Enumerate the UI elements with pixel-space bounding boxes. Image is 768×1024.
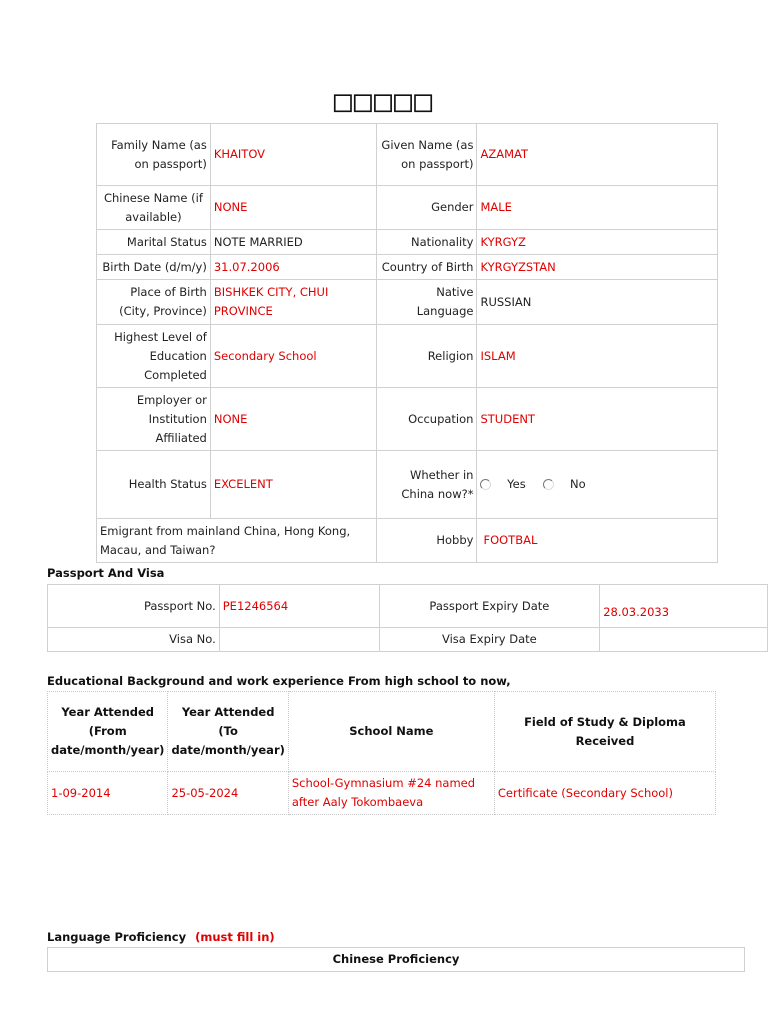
country-birth-field[interactable]: KYRGYZSTAN xyxy=(477,255,718,280)
header-school-name: School Name xyxy=(288,692,494,772)
header-field-of-study: Field of Study & Diploma Received xyxy=(494,692,715,772)
family-name-field[interactable]: KHAITOV xyxy=(210,124,376,186)
occupation-label: Occupation xyxy=(376,388,477,451)
in-china-options xyxy=(477,451,718,519)
gender-field[interactable]: MALE xyxy=(477,186,718,230)
place-birth-label: Place of Birth (City, Province) xyxy=(97,280,211,325)
birth-date-field[interactable]: 31.07.2006 xyxy=(210,255,376,280)
from-date-cell[interactable]: 1-09-2014 xyxy=(48,772,168,815)
gender-label: Gender xyxy=(376,186,477,230)
place-birth-field[interactable]: BISHKEK CITY, CHUI PROVINCE xyxy=(210,280,376,325)
header-from: Year Attended (From date/month/year) xyxy=(48,692,168,772)
education-level-label: Highest Level of Education Completed xyxy=(97,325,211,388)
personal-info-table xyxy=(96,123,718,563)
country-birth-label: Country of Birth xyxy=(376,255,477,280)
chinese-name-label: Chinese Name (if available) xyxy=(97,186,211,230)
yes-radio[interactable] xyxy=(480,479,491,490)
family-name-label: Family Name (as on passport) xyxy=(97,124,211,186)
visa-expiry-field[interactable] xyxy=(600,628,768,652)
yes-label: Yes xyxy=(507,477,526,491)
given-name-label: Given Name (as on passport) xyxy=(376,124,477,186)
visa-expiry-label: Visa Expiry Date xyxy=(379,628,600,652)
visa-no-field[interactable] xyxy=(219,628,379,652)
no-radio[interactable] xyxy=(543,479,554,490)
visa-no-label: Visa No. xyxy=(48,628,220,652)
language-title-text: Language Proficiency xyxy=(47,930,187,944)
passport-table xyxy=(47,584,768,652)
employer-label: Employer or Institution Affiliated xyxy=(97,388,211,451)
passport-expiry-field[interactable]: 28.03.2033 xyxy=(600,585,768,628)
hobby-label: Hobby xyxy=(376,519,477,563)
language-table xyxy=(47,947,745,972)
chinese-name-field[interactable]: NONE xyxy=(210,186,376,230)
given-name-field[interactable]: AZAMAT xyxy=(477,124,718,186)
table-row xyxy=(48,772,716,815)
marital-status-field[interactable]: NOTE MARRIED xyxy=(210,230,376,255)
to-date-cell[interactable]: 25-05-2024 xyxy=(168,772,288,815)
chinese-proficiency-header: Chinese Proficiency xyxy=(48,948,745,972)
no-label: No xyxy=(570,477,586,491)
nationality-label: Nationality xyxy=(376,230,477,255)
school-name-cell[interactable]: School-Gymnasium #24 named after Aaly Tokombaeva xyxy=(288,772,494,815)
header-to: Year Attended (To date/month/year) xyxy=(168,692,288,772)
health-status-field[interactable]: EXCELENT xyxy=(210,451,376,519)
birth-date-label: Birth Date (d/m/y) xyxy=(97,255,211,280)
education-table xyxy=(47,691,716,815)
nationality-field[interactable]: KYRGYZ xyxy=(477,230,718,255)
passport-section-title: Passport And Visa xyxy=(47,566,165,580)
occupation-field[interactable]: STUDENT xyxy=(477,388,718,451)
passport-expiry-label: Passport Expiry Date xyxy=(379,585,600,628)
education-section-title: Educational Background and work experience From high school to now, xyxy=(47,674,511,688)
religion-field[interactable]: ISLAM xyxy=(477,325,718,388)
passport-no-field[interactable]: PE1246564 xyxy=(219,585,379,628)
language-section-title xyxy=(47,930,275,944)
education-level-field[interactable]: Secondary School xyxy=(210,325,376,388)
native-language-label: Native Language xyxy=(376,280,477,325)
marital-status-label: Marital Status xyxy=(97,230,211,255)
employer-field[interactable]: NONE xyxy=(210,388,376,451)
field-of-study-cell[interactable]: Certificate (Secondary School) xyxy=(494,772,715,815)
passport-no-label: Passport No. xyxy=(48,585,220,628)
required-note: (must fill in) xyxy=(195,930,275,944)
page-title: □□□□□ xyxy=(333,84,435,119)
in-china-label: Whether in China now?* xyxy=(376,451,477,519)
emigrant-label: Emigrant from mainland China, Hong Kong, Macau, and Taiwan? xyxy=(97,519,377,563)
religion-label: Religion xyxy=(376,325,477,388)
native-language-field[interactable]: RUSSIAN xyxy=(477,280,718,325)
hobby-field[interactable]: FOOTBAL xyxy=(477,519,718,563)
health-status-label: Health Status xyxy=(97,451,211,519)
